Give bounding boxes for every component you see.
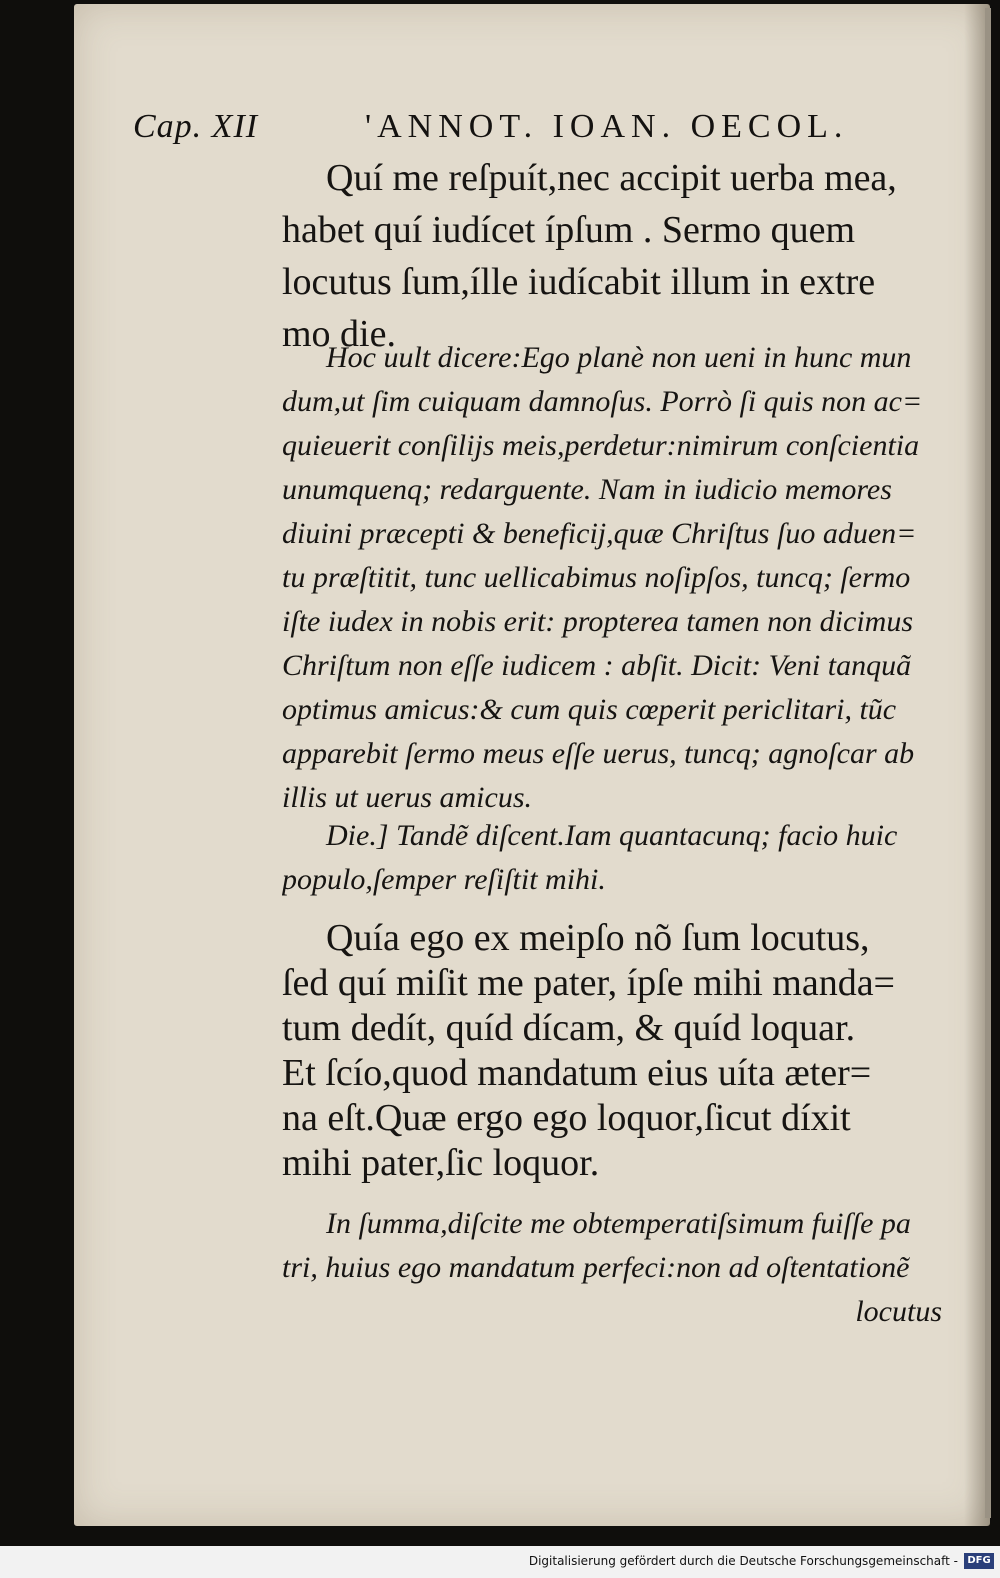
footer-credit: Digitalisierung gefördert durch die Deutsche Forschungsgemeinschaft - [528, 1554, 958, 1568]
scripture-line: Et ſcío,quod mandatum eius uíta æter= [282, 1052, 872, 1094]
dfg-logo-icon: DFG [964, 1553, 994, 1569]
commentary-line: illis ut uerus amicus. [282, 781, 533, 814]
commentary-line: iſte iudex in nobis erit: propterea tamen non dicimus [282, 605, 914, 638]
scripture-line: tum dedít, quíd dícam, & quíd loquar. [282, 1007, 856, 1049]
scripture-passage-1 [282, 152, 942, 360]
catchword: locutus [855, 1295, 942, 1328]
scripture-line: Quía ego ex meipſo nõ ſum locutus, [326, 917, 870, 959]
scripture-line: mo die. [282, 313, 396, 355]
commentary-line: tri, huius ego mandatum perfeci:non ad oſtentationẽ [282, 1251, 910, 1284]
commentary-line: quieuerit conſilijs meis,perdetur:nimirum conſcientia [282, 429, 920, 462]
commentary-line: tu præſtitit, tunc uellicabimus noſipſos, tuncq; ſermo [282, 561, 911, 594]
commentary-line: dum,ut ſim cuiquam damnoſus. Porrò ſi quis non ac= [282, 385, 923, 418]
commentary-line: unumquenq; redarguente. Nam in iudicio memores [282, 473, 892, 506]
commentary-2 [282, 814, 942, 902]
scripture-line: habet quí iudícet ípſum . Sermo quem [282, 209, 856, 251]
scripture-passage-2 [282, 916, 942, 1186]
scripture-line: Quí me reſpuít,nec accipit uerba mea, [326, 157, 897, 199]
commentary-1 [282, 336, 942, 820]
scripture-line: na eſt.Quæ ergo ego loquor,ſicut díxit [282, 1097, 851, 1139]
commentary-line: Die.] Tandẽ diſcent.Iam quantacunq; facio huic [326, 819, 898, 852]
commentary-line: In ſumma,diſcite me obtemperatiſsimum fuiſſe pa [326, 1207, 911, 1240]
page-edge [985, 8, 991, 1518]
running-head [133, 108, 893, 152]
running-title: 'ANNOT. IOAN. OECOL. [365, 108, 849, 145]
commentary-line: optimus amicus:& cum quis cœperit periclitari, tũc [282, 693, 897, 726]
chapter-label: Cap. XII [133, 108, 259, 145]
scripture-line: locutus ſum,ílle iudícabit illum in extre [282, 261, 876, 303]
scripture-line: mihi pater,ſic loquor. [282, 1142, 600, 1184]
commentary-line: Hoc uult dicere:Ego planè non ueni in hunc mun [326, 341, 912, 374]
commentary-line: apparebit ſermo meus eſſe uerus, tuncq; agnoſcar ab [282, 737, 915, 770]
commentary-line: Chriſtum non eſſe iudicem : abſit. Dicit: Veni tanquã [282, 649, 912, 682]
commentary-3 [282, 1202, 942, 1334]
scripture-line: ſed quí miſit me pater, ípſe mihi manda= [282, 962, 895, 1004]
commentary-line: populo,ſemper reſiſtit mihi. [282, 863, 606, 896]
commentary-line: diuini præcepti & beneficij,quæ Chriſtus ſuo aduen= [282, 517, 917, 550]
digitization-footer [0, 1546, 1000, 1578]
